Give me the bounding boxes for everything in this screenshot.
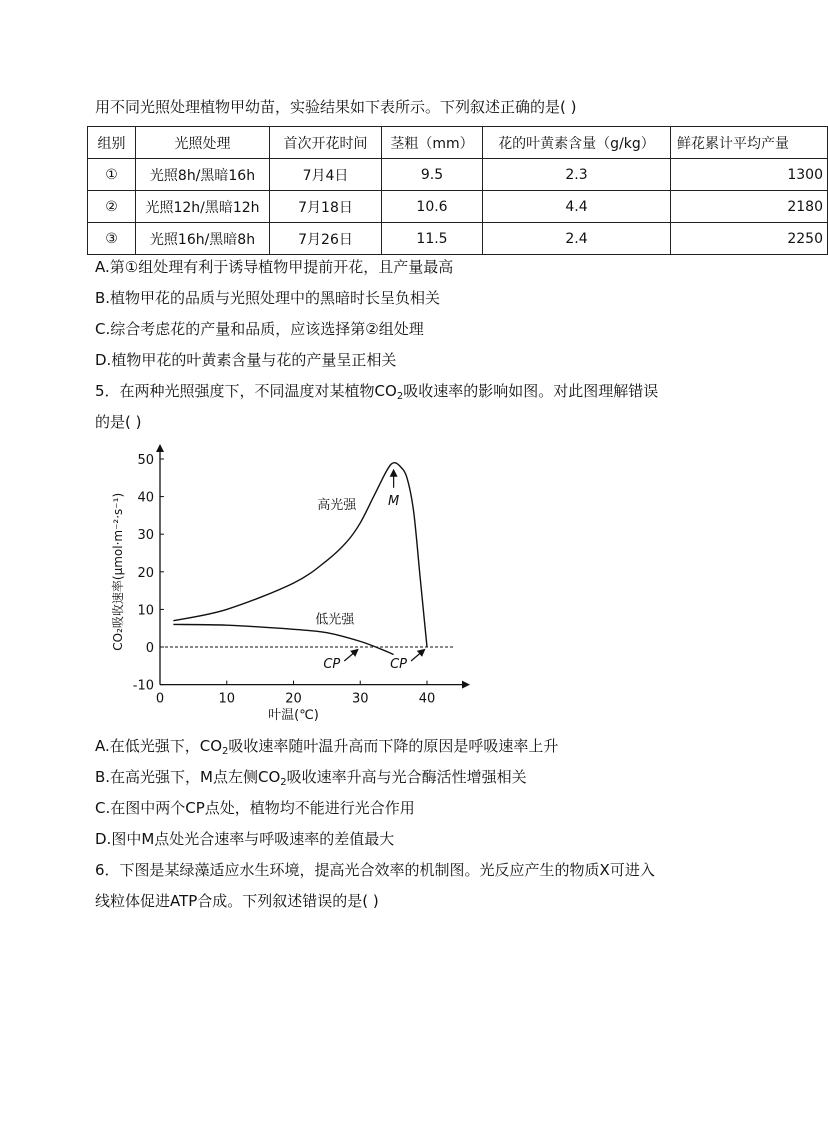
annotation-arrow <box>344 650 357 661</box>
co2-uptake-chart <box>100 440 480 730</box>
table-cell: 7月4日 <box>270 159 382 191</box>
results-table <box>87 126 828 255</box>
table-cell: 4.4 <box>483 191 671 223</box>
y-tick-label: 0 <box>145 641 154 656</box>
q5-stem-part2: 吸收速率的影响如图。对此图理解错误 <box>403 382 659 400</box>
q5-option-b-sub: 2 <box>280 777 287 788</box>
q5-option-b <box>95 767 527 793</box>
table-cell: ② <box>88 191 136 223</box>
series-group <box>173 463 427 655</box>
series-label: 低光强 <box>315 612 355 628</box>
q5-option-b-post: 吸收速率升高与光合酶活性增强相关 <box>286 768 527 786</box>
q4-option-b: B.植物甲花的品质与光照处理中的黑暗时长呈负相关 <box>95 289 441 307</box>
q6-stem-line2: 线粒体促进ATP合成。下列叙述错误的是( ) <box>95 892 379 910</box>
annotation-arrow <box>411 650 424 661</box>
annotation-label: CP <box>323 657 341 672</box>
table-header-cell: 花的叶黄素含量（g/kg） <box>483 127 671 159</box>
q4-option-a: A.第①组处理有利于诱导植物甲提前开花，且产量最高 <box>95 258 454 276</box>
y-tick-label: -10 <box>132 678 154 694</box>
table-cell: 光照16h/黑暗8h <box>136 223 270 255</box>
table-cell: 2250 <box>671 223 828 255</box>
table-cell: 光照8h/黑暗16h <box>136 159 270 191</box>
table-header-cell: 首次开花时间 <box>270 127 382 159</box>
q5-option-a-sub: 2 <box>222 746 229 757</box>
y-tick-label: 10 <box>137 603 154 619</box>
q4-option-d: D.植物甲花的叶黄素含量与花的产量呈正相关 <box>95 351 397 369</box>
q5-stem-line2: 的是( ) <box>95 413 142 431</box>
y-tick-label: 40 <box>137 490 154 506</box>
q5-option-a-pre: A.在低光强下，CO <box>95 737 223 755</box>
q5-stem-part1: 5．在两种光照强度下，不同温度对某植物CO <box>95 382 397 400</box>
q5-option-c: C.在图中两个CP点处，植物均不能进行光合作用 <box>95 799 415 817</box>
table-cell: ③ <box>88 223 136 255</box>
annotation-label: M <box>388 493 400 509</box>
series-label: 高光强 <box>317 497 357 513</box>
q4-stem: 用不同光照处理植物甲幼苗，实验结果如下表所示。下列叙述正确的是( ) <box>95 98 577 116</box>
x-tick-label: 10 <box>218 691 236 707</box>
table-cell: 9.5 <box>382 159 483 191</box>
x-tick-label: 20 <box>285 691 302 707</box>
q6-stem-line1: 6．下图是某绿藻适应水生环境，提高光合效率的机制图。光反应产生的物质X可进入 <box>95 861 655 879</box>
table-cell: 1300 <box>671 159 828 191</box>
table-row <box>88 191 828 223</box>
table-cell: 11.5 <box>382 223 483 255</box>
series-line <box>173 624 393 654</box>
x-tick-label: 0 <box>155 691 165 707</box>
table-cell: 2180 <box>671 191 828 223</box>
y-tick-label: 50 <box>137 453 154 468</box>
y-tick-label: 20 <box>137 565 154 581</box>
table-cell: 7月26日 <box>270 223 382 255</box>
table-header-cell: 茎粗（mm） <box>382 127 483 159</box>
table-header-row <box>88 127 828 159</box>
y-tick-label: 30 <box>137 528 154 544</box>
q5-option-b-pre: B.在高光强下，M点左侧CO <box>95 768 281 786</box>
table-cell: 2.4 <box>483 223 671 255</box>
table-cell: 2.3 <box>483 159 671 191</box>
q5-option-a <box>95 736 558 762</box>
series-line <box>173 463 427 647</box>
table-header-cell: 光照处理 <box>136 127 270 159</box>
x-axis-label: 叶温(℃) <box>268 708 319 723</box>
q5-stem-line1 <box>95 381 658 407</box>
table-cell: 7月18日 <box>270 191 382 223</box>
q5-option-d: D.图中M点处光合速率与呼吸速率的差值最大 <box>95 830 395 848</box>
table-cell: 10.6 <box>382 191 483 223</box>
q4-option-c: C.综合考虑花的产量和品质，应该选择第②组处理 <box>95 320 424 338</box>
x-tick-label: 40 <box>418 691 436 707</box>
x-tick-label: 30 <box>351 691 369 707</box>
q5-stem-sub: 2 <box>396 391 404 402</box>
table-cell: ① <box>88 159 136 191</box>
table-header-cell: 鲜花累计平均产量 <box>671 127 828 159</box>
table-header-cell: 组别 <box>88 127 136 159</box>
table-row <box>88 159 828 191</box>
table-row <box>88 223 828 255</box>
table-cell: 光照12h/黑暗12h <box>136 191 270 223</box>
annotation-label: CP <box>390 657 407 672</box>
q5-option-a-post: 吸收速率随叶温升高而下降的原因是呼吸速率上升 <box>228 737 559 755</box>
y-axis-label: CO₂吸收速率(μmol·m⁻²·s⁻¹) <box>111 492 125 651</box>
